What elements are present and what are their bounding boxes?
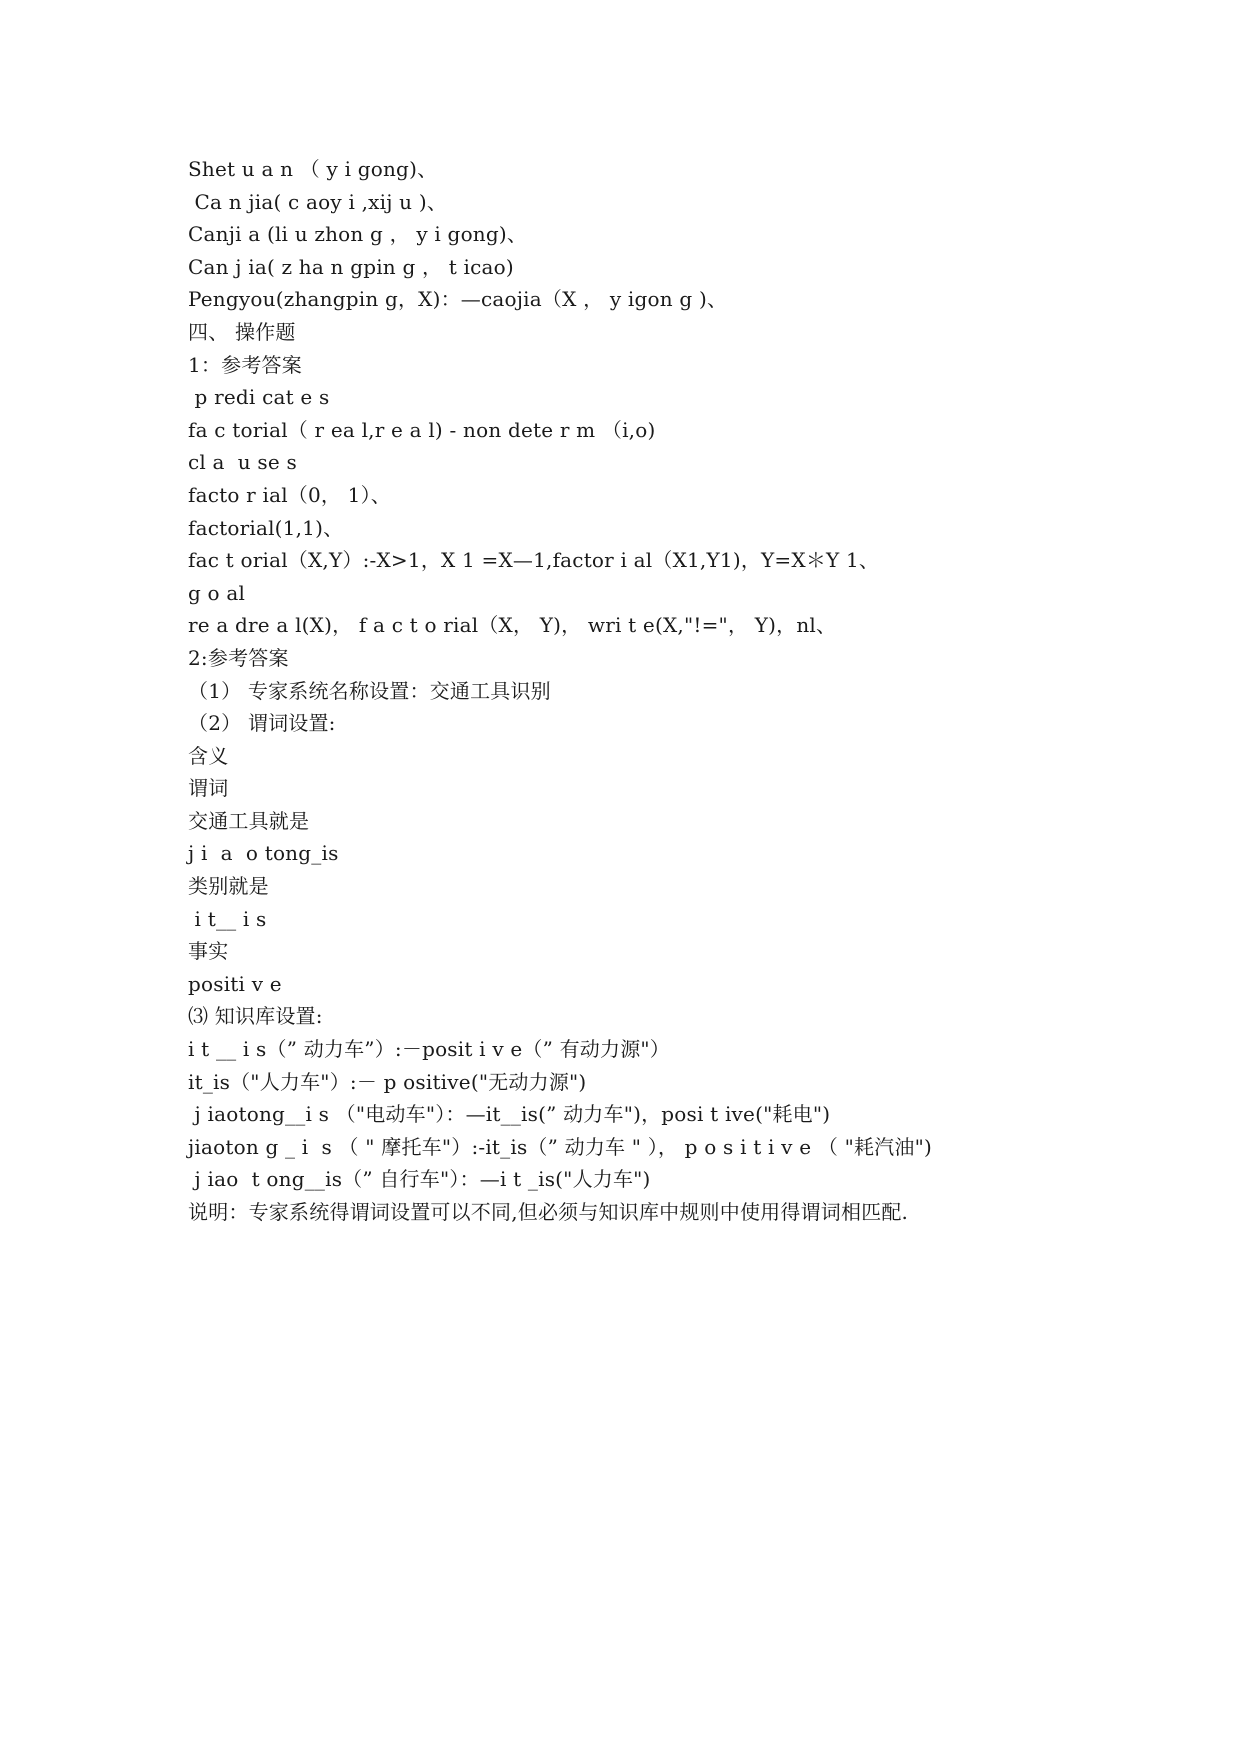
text-line: positi v e bbox=[188, 971, 282, 996]
code-line: jiaoton g _ i s （ " 摩托车"）:-it_is（” 动力车 " ）， p o s i t i v e （ "耗汽油") bbox=[188, 1134, 932, 1159]
text-line: 类别就是 bbox=[188, 874, 269, 899]
text-line: 交通工具就是 bbox=[188, 808, 310, 833]
text-line: 含义 bbox=[188, 743, 229, 768]
code-line: i t __ i s（” 动力车”）:－posit i v e（” 有动力源"） bbox=[188, 1037, 670, 1062]
code-line: fa c torial（ r ea l,r e a l) - non dete r m （i,o) bbox=[188, 417, 656, 442]
section-heading: 四、 操作题 bbox=[188, 319, 296, 344]
text-line: （2） 谓词设置: bbox=[188, 711, 336, 736]
code-line: g o al bbox=[188, 580, 246, 605]
answer-heading: 2:参考答案 bbox=[188, 645, 289, 670]
text-line: Ca n jia( c aoy i ,xij u )、 bbox=[188, 189, 448, 214]
code-line: fac t orial（X,Y）:-X>1，X 1 =X—1,factor i al（X1,Y1)，Y=X＊Y 1、 bbox=[188, 548, 880, 573]
code-line: it_is（"人力车"）:－ p ositive("无动力源") bbox=[188, 1069, 587, 1094]
document-body bbox=[188, 153, 1188, 1229]
text-line: Canji a (li u zhon g ， y i gong)、 bbox=[188, 222, 528, 247]
note-line: 说明：专家系统得谓词设置可以不同,但必须与知识库中规则中使用得谓词相匹配. bbox=[188, 1200, 909, 1224]
text-line: i t__ i s bbox=[188, 906, 267, 931]
text-line: Pengyou(zhangpin g，X)：—caojia（X ， y igon g )、 bbox=[188, 287, 728, 312]
code-line: cl a u se s bbox=[188, 450, 297, 475]
code-line: re a dre a l(X)， f a c t o rial（X， Y)， wri t e(X,"!="， Y)，nl、 bbox=[188, 613, 837, 638]
text-line: ⑶ 知识库设置: bbox=[188, 1004, 323, 1029]
text-line: 事实 bbox=[188, 939, 229, 964]
text-line: j i a o tong_is bbox=[188, 841, 339, 866]
code-line: j iaotong__i s （"电动车"）：—it__is(” 动力车")，posi t ive("耗电") bbox=[188, 1102, 831, 1127]
code-line: factorial(1,1)、 bbox=[188, 515, 344, 540]
text-line: Shet u a n （ y i gong)、 bbox=[188, 157, 438, 181]
code-line: p redi cat e s bbox=[188, 385, 330, 410]
answer-heading: 1：参考答案 bbox=[188, 352, 302, 377]
text-line: （1） 专家系统名称设置：交通工具识别 bbox=[188, 678, 551, 703]
text-line: Can j ia( z ha n gpin g ， t icao) bbox=[188, 254, 514, 279]
code-line: facto r ial（0， 1）、 bbox=[188, 482, 392, 507]
text-line: 谓词 bbox=[188, 776, 229, 801]
code-line: j iao t ong__is（” 自行车"）：—i t _is("人力车") bbox=[188, 1167, 651, 1192]
